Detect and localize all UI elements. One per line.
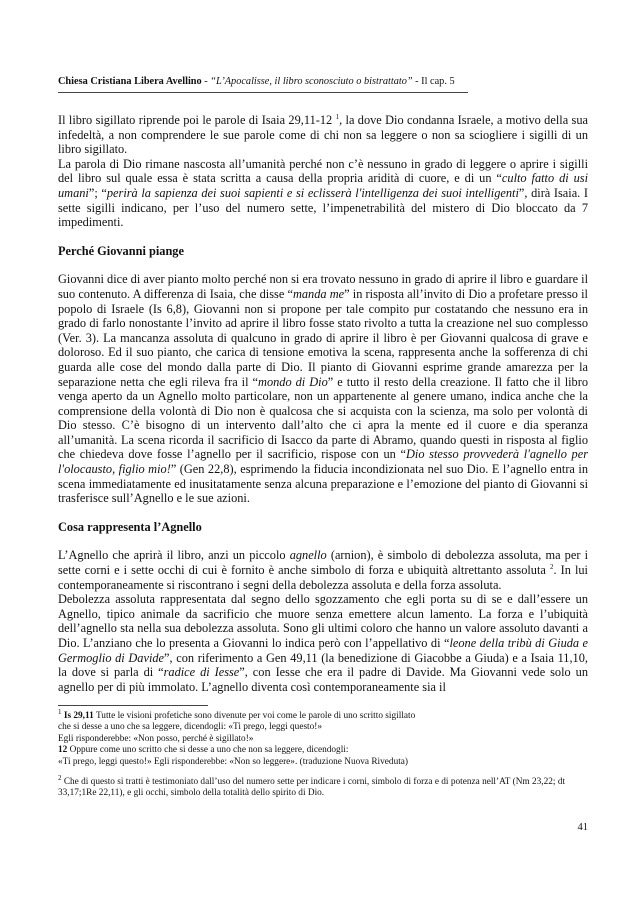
- paragraph: [58, 592, 588, 694]
- text-run: ”, dirà Isaia. I sette sigilli indicano, per l’uso del numero sette, l’impenetrabilità del mistero di Dio bloccato da 7 impedimenti.: [58, 185, 588, 230]
- text-run: La parola di Dio rimane nascosta all’umanità perché non c’è nessuno in grado di leggere o aprire i sigilli del libro sul quale essa è stata scritta a causa della propria aridità di cuore, e di un “: [58, 156, 588, 186]
- italic-run: Dio stesso provvederà l'agnello per l'olocausto, figlio mio!: [58, 447, 588, 477]
- page-number: 41: [577, 822, 588, 833]
- footnote-number: 2: [58, 773, 62, 782]
- text-run: Giovanni dice di aver pianto molto perché non si era trovato nessuno in grado di aprire il libro e guardare il suo contenuto. A differenza di Isaia, che disse “: [58, 272, 588, 301]
- italic-run: manda me: [292, 286, 345, 301]
- text-run: ”, con Iesse che era il padre di Davide. Ma Giovanni vede solo un agnello per di più immolato. L’agnello diventa così contemporaneamente sia il: [58, 665, 588, 694]
- header-org: Chiesa Cristiana Libera Avellino: [58, 76, 202, 87]
- text-run: Oppure come uno scritto che si desse a uno che non sa leggere, dicendogli:: [67, 745, 349, 756]
- section-heading: Cosa rappresenta l’Agnello: [58, 519, 202, 534]
- verse-number: 12: [58, 745, 68, 756]
- running-header: [58, 76, 588, 87]
- footnote-line: [58, 773, 588, 800]
- italic-run: leone della tribù di Giuda e Germoglio di Davide: [58, 636, 588, 665]
- footnote-ref: 1: [335, 112, 340, 121]
- text-run: . In lui contemporaneamente si riscontrano i segni della debolezza assoluta e della forza assoluta.: [58, 563, 588, 592]
- text-run: Che di questo si tratti è testimoniato dall’uso del numero sette per indicare i corni, simbolo di forza e di potenza nell’AT (Nm 23,22; dt 33,17;1Re 22,11), e gli occhi, simbolo della totalità dello spirito di Dio.: [58, 777, 566, 799]
- italic-run: radice di Iesse: [163, 665, 240, 680]
- header-rule: [58, 92, 468, 93]
- paragraph: [58, 157, 588, 230]
- italic-run: agnello: [289, 548, 327, 563]
- footnote-line: che si desse a uno che sa leggere, dicendogli: «Ti prego, leggi questo!»: [58, 722, 323, 733]
- footnote-line: [58, 745, 588, 756]
- text-run: ” e tutto il resto della creazione. Il fatto che il libro venga aperto da un Agnello molto particolare, non un appartenente al genere umano, indica anche che la comprensione della volontà di Dio non è qualcosa che si acquista con la scienza, ma solo per volontà di Dio stesso. C’è bisogno di un intervento dall’alto che ci apra la mente ed il cuore e dia speranza all’umanità. La scena ricorda il sacrificio di Isacco da parte di Abramo, quando questi in risposta al figlio che chiedeva dove fosse l’agnello per il sacrificio, rispose con un “: [58, 374, 589, 462]
- text-run: ”; “: [88, 185, 107, 200]
- footnote-line: «Ti prego, leggi questo!» Egli risponderebbe: «Non so leggere». (traduzione Nuova Riveduta): [58, 756, 409, 767]
- footnote-ref-bold: Is 29,11: [61, 711, 94, 721]
- italic-run: mondo di Dio: [258, 374, 328, 389]
- text-run: ” in risposta all’invito di Dio a profetare presso il popolo di Israele (Is 6,8), Giovanni non si propone per tale compito pur costatando che nessuno era in grado di farlo nonostante l’invito ad aprire il libro fosse stato rivolto a tutta la creazione nel suo complesso (Ver. 3). La mancanza assoluta di qualcuno in grado di aprire il libro è per Giovanni qualcosa di grave e doloroso. Ed il suo pianto, che carica di tensione emotiva la scena, rappresenta anche la sofferenza di chi guarda alle cose del mondo dalla parte di Dio. Il pianto di Giovanni esprime grande amarezza per la separazione netta che egli rileva fra il “: [58, 286, 588, 389]
- text-run: (arnion), è simbolo di debolezza assoluta, ma per i sette corni e i sette occhi di cui è fornito è anche simbolo di forza e ubiquità altrettanto assoluta: [58, 548, 588, 578]
- text-run: Tutte le visioni profetiche sono divenute per voi come le parole di uno scritto sigillato: [93, 711, 416, 721]
- text-run: L’Agnello che aprirà il libro, anzi un piccolo: [58, 548, 290, 563]
- footnote-rule: [58, 705, 208, 706]
- footnote-number: 1: [58, 707, 62, 716]
- text-run: Debolezza assoluta rappresentata dal segno dello sgozzamento che egli porta su di se e dall’essere un Agnello, tipico animale da sacrificio che muore senza emettere alcun lamento. La forza e l’ubiquità dell’agnello sta nella sua debolezza assoluta. Sono gli ultimi coloro che hanno un valore assoluto davanti a Dio. L’anziano che lo presenta a Giovanni lo indica però con l’appellativo di “: [58, 592, 588, 650]
- section-heading: Perché Giovanni piange: [58, 243, 184, 258]
- text-run: ” (Gen 22,8), esprimendo la fiducia incondizionata nel suo Dio. E l’agnello entra in scena immediatamente ed inusitatamente senza alcuna preparazione e l’emozione del pianto di Giovanni si trasferisce sull’Agnello e le sue azioni.: [58, 462, 588, 506]
- text-run: ”, con riferimento a Gen 49,11 (la benedizione di Giacobbe a Giuda) e a Isaia 11,10, la dove si parla di “: [58, 650, 588, 680]
- paragraph: [58, 113, 588, 157]
- body-text: [58, 113, 588, 694]
- header-title: “L’Apocalisse, il libro sconosciuto o bistrattato”: [210, 76, 413, 87]
- italic-run: culto fatto di usi umani: [58, 171, 588, 200]
- text-run: Il libro sigillato riprende poi le parole di Isaia 29,11-12: [58, 113, 336, 127]
- header-chapter: - Il cap. 5: [412, 76, 455, 87]
- paragraph: [58, 272, 588, 506]
- footnotes: [58, 707, 588, 800]
- text-run: , la dove Dio condanna Israele, a motivo della sua infedeltà, a non comprendere le sue parole come di chi non sa leggere o non sa sciogliere i sigilli di un libro sigillato.: [58, 113, 588, 157]
- footnote-line: Egli risponderebbe: «Non posso, perché è sigillato!»: [58, 733, 254, 744]
- footnote-ref: 2: [549, 562, 554, 571]
- header-separator: -: [201, 76, 211, 87]
- italic-run: perirà la sapienza dei suoi sapienti e si eclisserà l'intelligenza dei suoi intelligenti: [106, 185, 519, 200]
- paragraph: [58, 548, 588, 592]
- footnote-line: [58, 707, 588, 722]
